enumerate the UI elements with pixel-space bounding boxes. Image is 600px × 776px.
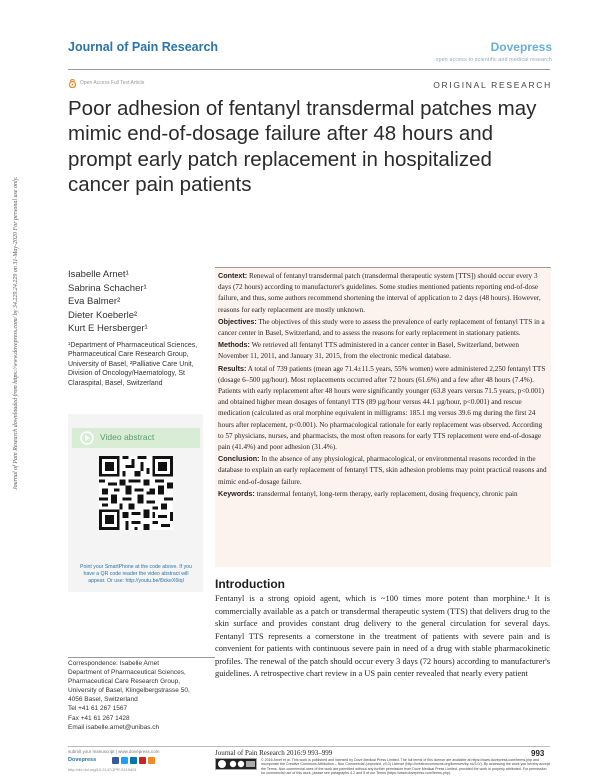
video-abstract-box — [68, 414, 203, 592]
twitter-icon[interactable] — [121, 757, 128, 764]
facebook-icon[interactable] — [112, 757, 119, 764]
video-abstract-label: Video abstract — [100, 432, 155, 442]
author: Eva Balmer² — [68, 296, 121, 307]
play-icon — [80, 431, 94, 445]
correspondence-block — [68, 659, 218, 732]
abstract-divider — [215, 267, 551, 268]
header-divider — [68, 69, 550, 70]
author: Sabrina Schacher¹ — [68, 282, 147, 294]
affiliations: ¹Department of Pharmaceutical Sciences, Pharmaceutical Care Research Group, University of Basel, ²Palliative Care Unit, Division of Oncology/Haematology, St Claraspital, Basel, Switzerland — [68, 342, 198, 387]
rss-icon[interactable] — [148, 757, 155, 764]
correspondence-line: Department of Pharmaceutical Sciences, — [68, 669, 186, 677]
abstract-conclusion — [218, 453, 548, 488]
abstract-methods — [218, 339, 548, 362]
author: Dieter Koeberle² — [68, 309, 138, 321]
doi-link[interactable]: http://dx.doi.org/10.2147/JPR.S119401 — [68, 767, 137, 772]
abstract-objectives — [218, 316, 548, 339]
correspondence-line: Pharmaceutical Care Research Group, — [68, 678, 180, 686]
abstract-label: Objectives: — [218, 316, 257, 326]
page-number: 993 — [531, 749, 545, 758]
correspondence-divider — [68, 657, 215, 658]
abstract-label: Keywords: — [218, 488, 255, 498]
abstract-label: Results: — [218, 363, 247, 373]
footer-citation: Journal of Pain Research 2016:9 993–999 — [215, 749, 333, 757]
youtube-icon[interactable] — [139, 757, 146, 764]
abstract-label: Methods: — [218, 340, 250, 350]
footer-divider — [68, 746, 550, 747]
publisher-tagline: open access to scientific and medical research — [435, 57, 552, 63]
abstract-body: In the absence of any physiological, pharmacological, or environmental reasons recorded in the database to explain an early replacement of fentanyl TTS, skin adhesion problems may point practical reasons and mimic end-of-dosage failure. — [218, 455, 547, 486]
abstract-body: We retrieved all fentanyl TTS administered in a cancer center in Basel, Switzerland, between November 11, 2011, and January 31, 2015, from the electronic medical database. — [218, 341, 519, 361]
abstract-body: Renewal of fentanyl transdermal patch (transdermal therapeutic system [TTS]) should occur every 3 days (72 hours) according to manufacturer's guidelines. Some studies mentioned patients reporting end-of-dose failure, and thus, some authors recommend shortening the interval of application to 2 days (48 hours). However, reasons for early replacement are mostly unknown. — [218, 272, 541, 314]
abstract-label: Conclusion: — [218, 454, 260, 464]
side-note-text: Journal of Pain Research downloaded from https://www.dovepress.com/ by 34.229.24.229 on 31-May-2020 For personal use only. — [13, 176, 19, 490]
author: Isabelle Arnet¹ — [68, 269, 129, 280]
submit-manuscript-link[interactable]: submit your manuscript | www.dovepress.com — [68, 749, 160, 754]
section-heading-introduction: Introduction — [215, 577, 285, 591]
abstract-text — [218, 270, 548, 500]
correspondence-line: Fax +41 61 267 1428 — [68, 714, 130, 722]
video-abstract-caption: Point your SmartPhone at the code above. If you have a QR code reader the video abstract will appear. Or use: http://youtu.be/l9ckeX6tql — [80, 564, 192, 584]
license-text: © 2016 Arnet et al. This work is published and licensed by Dove Medical Press Limited. The full terms of this license are available at https://www.dovepress.com/terms.php and incorporate the Creative Commons Attribution – Non Commercial (unported, v3.0) License (http://creativecommons.org/licenses/by-nc/3.0/). By accessing the work you hereby accept the Terms. Non-commercial uses of the work are permitted without any further permission from Dove Medical Press Limited, provided the work is properly attributed. For permission for commercial use of this work, please see paragraphs 4.2 and 5 of our Terms (https://www.dovepress.com/terms.php). — [261, 758, 550, 776]
article-type: ORIGINAL RESEARCH — [433, 80, 552, 90]
correspondence-line: Tel +41 61 267 1567 — [68, 705, 128, 713]
publisher-logo[interactable]: Dovepress — [490, 40, 552, 54]
article-title: Poor adhesion of fentanyl transdermal patches may mimic end-of-dosage failure after 48 hours and prompt early patch replacement in hospitalized cancer pain patients — [68, 97, 537, 196]
linkedin-icon[interactable] — [130, 757, 137, 764]
correspondence-email[interactable]: Email isabelle.arnet@unibas.ch — [68, 723, 160, 731]
abstract-body: A total of 739 patients (mean age 71.4±11.5 years, 55% women) were administered 2,250 fentanyl TTS (dosage 6–500 µg/hour). Most replacements occurred after 72 hours (61.6%) and a few after 48 hours (7.4%). Patients with early replacement after 48 hours were significantly younger (63.8 years versus 71.5 years, p<0.001) and obtained higher mean dosages of fentanyl TTS (89 µg/hour versus 44.1 µg/hour, p<0.001) and rescue medication (calculated as oral morphine equivalent in milligrams: 185.1 mg versus 39.6 mg during the first 24 hours after replacement, p<0.001). No pharmacological rationale for early replacement was observed. According to 57 physicians, nurses, and pharmacists, the most often reasons for early TTS replacement were end-of-dosage pain (41.4%) and poor adhesion (31.4%). — [218, 364, 546, 452]
social-icons — [112, 757, 158, 764]
abstract-box — [215, 267, 551, 567]
open-access-icon — [68, 79, 77, 88]
abstract-body: The objectives of this study were to assess the prevalence of early replacement of fentanyl TTS in a cancer center in Basel, Switzerland, and to assess the reasons for early replacement in stationary patients. — [218, 317, 545, 338]
abstract-keywords — [218, 488, 548, 500]
footer-publisher-logo[interactable]: Dovepress — [68, 757, 97, 763]
correspondence-line: University of Basel, Klingelbergstrasse 50, — [68, 687, 190, 695]
journal-name[interactable]: Journal of Pain Research — [68, 40, 219, 54]
author: Kurt E Hersberger¹ — [68, 323, 148, 334]
open-access-label: Open Access Full Text Article — [80, 80, 145, 86]
abstract-results — [218, 363, 548, 454]
video-abstract-button[interactable] — [72, 428, 200, 448]
creative-commons-badge-icon[interactable] — [215, 758, 257, 770]
abstract-body: transdermal fentanyl, long-term therapy, early replacement, dosing frequency, chronic pain — [256, 489, 518, 498]
abstract-label: Context: — [218, 271, 248, 280]
qr-code[interactable] — [99, 456, 173, 530]
correspondence-line: 4056 Basel, Switzerland — [68, 696, 138, 704]
introduction-text: Fentanyl is a strong opioid agent, which is ~100 times more potent than morphine.¹ It is commercially available as a patch or transdermal therapeutic system (TTS) that delivers drug to the skin surface and provides constant drug delivery to the general circulation for several days. Fentanyl TTS represents a cornerstone in the treatment of patients with severe pain and is convenient for patients with continuous severe pain in need of a drug with stable pharmacokinetic profiles. The renewal of the patch should occur every 3 days (72 hours) according to manufacturer's guidelines. A retrospective chart review in a US pain center revealed that nearly every patient — [215, 594, 550, 678]
author-list — [68, 268, 148, 336]
abstract-context — [218, 270, 548, 316]
side-download-note — [8, 150, 38, 490]
correspondence-line: Correspondence: Isabelle Arnet — [68, 660, 160, 667]
